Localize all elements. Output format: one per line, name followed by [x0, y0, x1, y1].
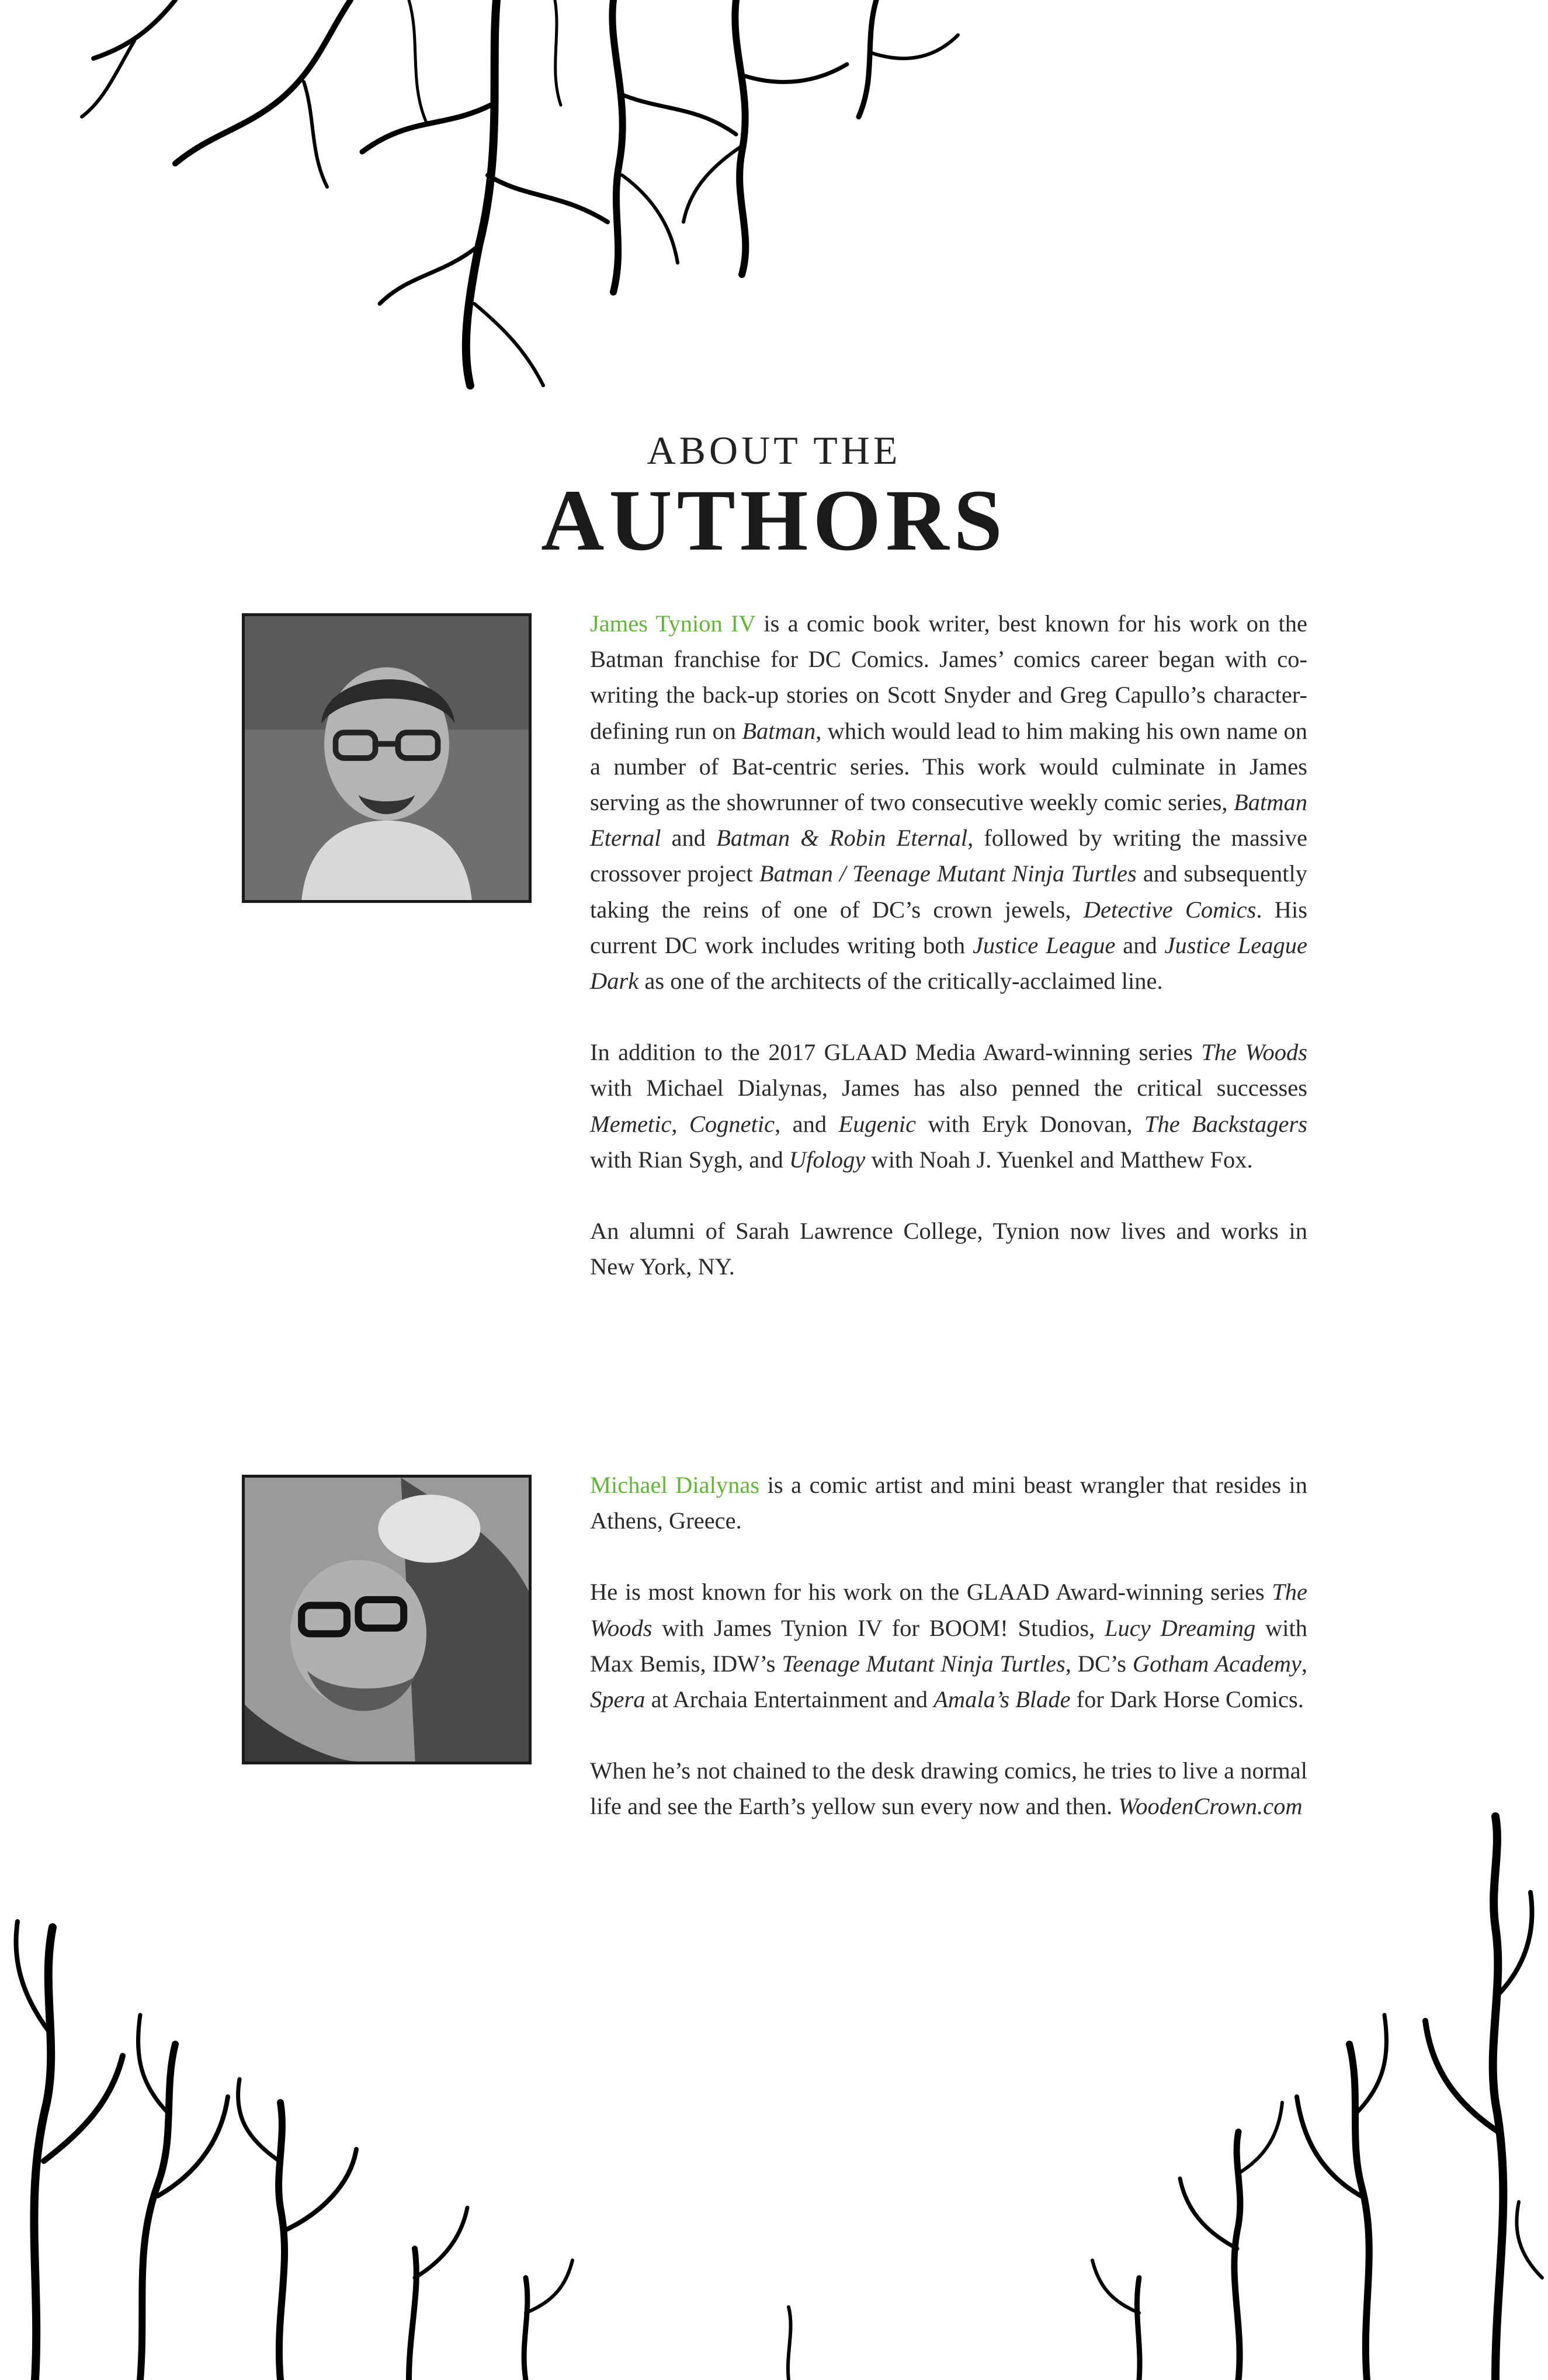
- section-kicker: ABOUT THE: [647, 428, 901, 472]
- bio-paragraph: [590, 1213, 1307, 1284]
- text-run: with James Tynion IV for BOOM! Studios,: [652, 1614, 1105, 1641]
- bottom-left-bushes-icon: [16, 1922, 790, 2380]
- italic-title: Cognetic: [689, 1110, 775, 1137]
- italic-title: Spera: [590, 1686, 645, 1713]
- text-run: with Eryk Donovan,: [916, 1110, 1144, 1137]
- text-run: is a comic book writer, best known for his work on the Batman franchise for DC Comics. James’ comics career began with co-writing the back-up stories on Scott Snyder and Greg Capullo’s character-defining run on: [590, 610, 1307, 744]
- text-run: with Max Bemis, IDW’s: [590, 1614, 1307, 1677]
- bio-text: [590, 610, 1307, 994]
- author-bio-james: [590, 606, 1307, 1320]
- bottom-right-bushes-icon: [1092, 1816, 1542, 2380]
- author-name: Michael Dialynas: [590, 1472, 760, 1498]
- page-title: AUTHORS: [541, 472, 1007, 569]
- italic-title: Detective Comics: [1083, 896, 1257, 923]
- text-run: When he’s not chained to the desk drawing comics, he tries to live a normal life and see the Earth’s yellow sun every now and then.: [590, 1757, 1307, 1820]
- author-photo-james: [242, 613, 532, 903]
- text-run: , DC’s: [1065, 1650, 1133, 1677]
- text-run: An alumni of Sarah Lawrence College, Tynion now lives and works in New York, NY.: [590, 1218, 1307, 1280]
- italic-title: Gotham Academy: [1132, 1650, 1301, 1677]
- text-run: for Dark Horse Comics.: [1070, 1686, 1304, 1713]
- author-portrait-michael-icon: [245, 1478, 529, 1761]
- italic-title: Teenage Mutant Ninja Turtles: [782, 1650, 1065, 1677]
- italic-title: Justice League Dark: [590, 932, 1308, 995]
- bio-text: [590, 1039, 1307, 1173]
- text-run: with Noah J. Yuenkel and Matthew Fox.: [865, 1146, 1253, 1173]
- text-run: with Michael Dialynas, James has also penned the critical successes: [590, 1075, 1307, 1102]
- italic-title: WoodenCrown.com: [1118, 1793, 1303, 1820]
- author-name: James Tynion IV: [590, 610, 756, 637]
- text-run: He is most known for his work on the GLAAD Award-winning series: [590, 1579, 1272, 1606]
- author-portrait-james-icon: [245, 616, 529, 900]
- italic-title: Memetic: [590, 1110, 672, 1137]
- text-run: with Rian Sygh, and: [590, 1146, 789, 1173]
- bio-text: [590, 1757, 1307, 1819]
- author-photo-michael: [242, 1475, 532, 1764]
- italic-title: Batman Eternal: [590, 789, 1307, 852]
- italic-title: The Backstagers: [1144, 1110, 1307, 1137]
- text-run: , followed by writing the massive crossover project: [590, 825, 1307, 887]
- italic-title: Amala’s Blade: [933, 1686, 1071, 1713]
- bio-paragraph: [590, 1034, 1307, 1177]
- top-branches-icon: [82, 0, 958, 385]
- text-run: is a comic artist and mini beast wrangler that resides in Athens, Greece.: [590, 1472, 1307, 1534]
- text-run: and: [661, 825, 717, 852]
- italic-title: Batman: [742, 717, 816, 744]
- bio-paragraph: [590, 606, 1307, 999]
- italic-title: Justice League: [972, 932, 1116, 958]
- italic-title: The Woods: [1201, 1039, 1307, 1066]
- bio-text: [590, 1579, 1307, 1712]
- text-run: ,: [671, 1110, 689, 1137]
- author-bio-michael: [590, 1467, 1307, 1860]
- text-run: as one of the architects of the critically-acclaimed line.: [638, 968, 1163, 995]
- italic-title: The Woods: [590, 1579, 1307, 1641]
- italic-title: Batman / Teenage Mutant Ninja Turtles: [759, 860, 1137, 887]
- text-run: and subsequently taking the reins of one of DC’s crown jewels,: [590, 860, 1307, 923]
- bio-paragraph: [590, 1753, 1307, 1824]
- text-run: , and: [775, 1110, 839, 1137]
- text-run: at Archaia Entertainment and: [645, 1686, 934, 1713]
- italic-title: Eugenic: [838, 1110, 917, 1137]
- bio-text: [590, 1218, 1307, 1280]
- italic-title: Ufology: [789, 1146, 866, 1173]
- italic-title: Batman & Robin Eternal: [716, 825, 968, 852]
- bio-paragraph: [590, 1574, 1307, 1717]
- text-run: and: [1115, 932, 1165, 958]
- bio-paragraph: [590, 1467, 1307, 1538]
- text-run: ,: [1301, 1650, 1307, 1677]
- text-run: , which would lead to him making his own name on a number of Bat-centric series. This work would culminate in James serving as the showrunner of two consecutive weekly comic series,: [590, 717, 1307, 816]
- text-run: . His current DC work includes writing both: [590, 896, 1307, 958]
- italic-title: Lucy Dreaming: [1104, 1614, 1256, 1641]
- text-run: In addition to the 2017 GLAAD Media Award-winning series: [590, 1039, 1202, 1066]
